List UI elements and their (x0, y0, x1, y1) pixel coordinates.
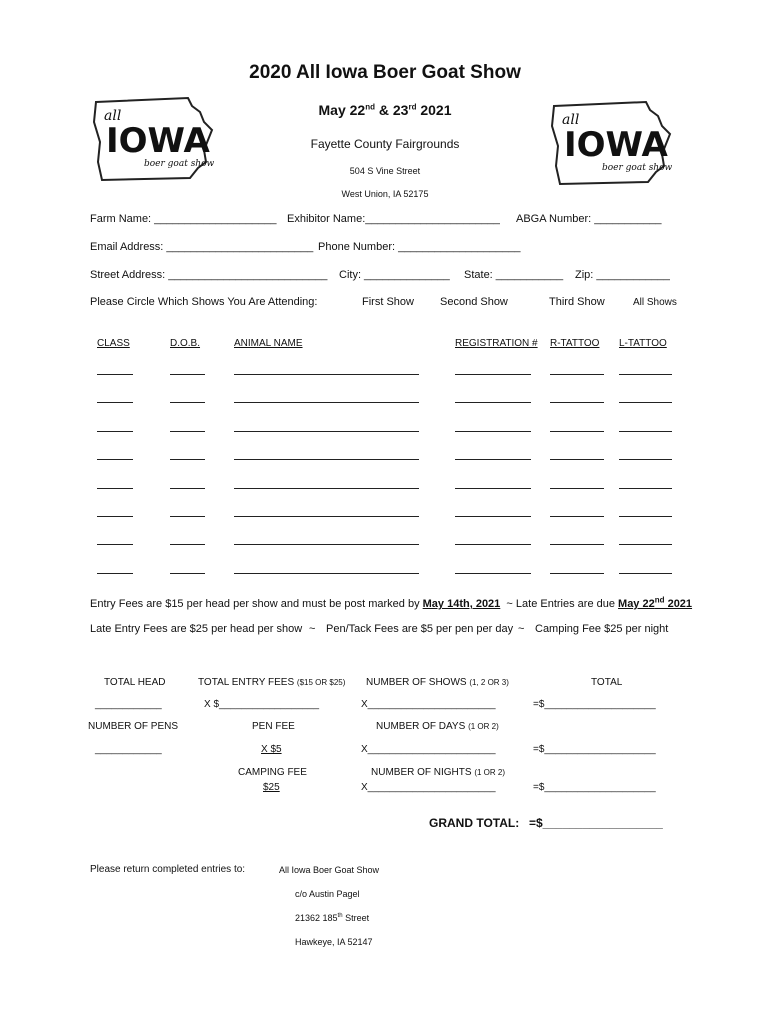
pen-fee-value: X $5 (261, 744, 282, 755)
class-blank[interactable] (97, 374, 133, 375)
show-option-third[interactable]: Third Show (549, 296, 605, 308)
animal-name-blank[interactable] (234, 374, 419, 375)
svg-text:all: all (104, 108, 122, 124)
l-tattoo-blank[interactable] (619, 516, 672, 517)
dob-blank[interactable] (170, 459, 205, 460)
dob-blank[interactable] (170, 516, 205, 517)
r-tattoo-blank[interactable] (550, 488, 604, 489)
number-of-pens-label: NUMBER OF PENS (88, 721, 179, 732)
camping-fee-value: $25 (263, 782, 280, 793)
total-label: TOTAL (591, 677, 623, 688)
street-address-field[interactable]: Street Address: __________________________ (90, 269, 328, 281)
iowa-logo-right (550, 96, 678, 188)
camping-fee-label: CAMPING FEE (238, 767, 307, 778)
venue-name: Fayette County Fairgrounds (310, 137, 460, 151)
return-name: All Iowa Boer Goat Show (279, 865, 380, 875)
dob-blank[interactable] (170, 573, 205, 574)
pen-fee-notice: Pen/Tack Fees are $5 per pen per day (326, 623, 514, 635)
l-tattoo-blank[interactable] (619, 459, 672, 460)
show-dates: May 22nd & 23rd 2021 (318, 102, 452, 118)
class-blank[interactable] (97, 516, 133, 517)
header-l-tattoo: L-TATTOO (619, 338, 667, 349)
registration-blank[interactable] (455, 573, 531, 574)
r-tattoo-blank[interactable] (550, 374, 604, 375)
entry-fee-notice: Entry Fees are $15 per head per show and must be post marked by May 14th, 2021 ~ Late Entries are due May 22nd 2021 (90, 595, 693, 610)
l-tattoo-blank[interactable] (619, 431, 672, 432)
animal-name-blank[interactable] (234, 573, 419, 574)
r-tattoo-blank[interactable] (550, 544, 604, 545)
r-tattoo-blank[interactable] (550, 431, 604, 432)
r-tattoo-blank[interactable] (550, 573, 604, 574)
iowa-state-outline-icon (92, 92, 220, 184)
grand-total-blank[interactable]: =$__________________ (529, 816, 663, 830)
class-blank[interactable] (97, 459, 133, 460)
days-count-blank[interactable]: X_______________________ (361, 744, 496, 755)
l-tattoo-blank[interactable] (619, 544, 672, 545)
show-option-all[interactable]: All Shows (633, 297, 677, 308)
number-of-days-label: NUMBER OF DAYS (1 OR 2) (376, 721, 499, 732)
return-label: Please return completed entries to: (90, 864, 246, 875)
header-class: CLASS (97, 338, 130, 349)
late-fee-notice: Late Entry Fees are $25 per head per show (90, 623, 303, 635)
dob-blank[interactable] (170, 431, 205, 432)
animal-name-blank[interactable] (234, 459, 419, 460)
class-blank[interactable] (97, 431, 133, 432)
svg-text:boer goat show: boer goat show (144, 159, 215, 169)
svg-text:all: all (562, 112, 580, 128)
l-tattoo-blank[interactable] (619, 573, 672, 574)
animal-name-blank[interactable] (234, 402, 419, 403)
header-registration: REGISTRATION # (455, 338, 538, 349)
city-field[interactable]: City: ______________ (339, 269, 450, 281)
pens-blank[interactable]: ____________ (95, 744, 162, 755)
registration-blank[interactable] (455, 402, 531, 403)
l-tattoo-blank[interactable] (619, 402, 672, 403)
state-field[interactable]: State: ___________ (464, 269, 564, 281)
dob-blank[interactable] (170, 374, 205, 375)
registration-blank[interactable] (455, 431, 531, 432)
exhibitor-name-field[interactable]: Exhibitor Name:______________________ (287, 213, 500, 225)
l-tattoo-blank[interactable] (619, 488, 672, 489)
grand-total-label: GRAND TOTAL: (429, 816, 520, 830)
svg-text:IOWA: IOWA (564, 125, 668, 165)
r-tattoo-blank[interactable] (550, 516, 604, 517)
animal-name-blank[interactable] (234, 431, 419, 432)
venue-street: 504 S Vine Street (349, 166, 421, 176)
show-option-first[interactable]: First Show (362, 296, 414, 308)
dob-blank[interactable] (170, 488, 205, 489)
pen-fee-label: PEN FEE (252, 721, 295, 732)
header-r-tattoo: R-TATTOO (550, 338, 600, 349)
return-street: 21362 185th Street (295, 913, 370, 923)
tilde-separator: ~ (518, 623, 525, 635)
r-tattoo-blank[interactable] (550, 459, 604, 460)
iowa-logo-left (92, 92, 220, 184)
entry-fee-blank[interactable]: X $__________________ (204, 699, 320, 710)
page-title: 2020 All Iowa Boer Goat Show (249, 62, 521, 83)
animal-name-blank[interactable] (234, 516, 419, 517)
registration-blank[interactable] (455, 459, 531, 460)
pen-total-blank[interactable]: =$____________________ (533, 744, 656, 755)
zip-field[interactable]: Zip: ____________ (575, 269, 670, 281)
svg-text:IOWA: IOWA (106, 121, 210, 161)
venue-city: West Union, IA 52175 (341, 189, 429, 199)
tilde-separator: ~ (309, 623, 316, 635)
total-head-blank[interactable]: ____________ (95, 699, 162, 710)
abga-number-field[interactable]: ABGA Number: ___________ (516, 213, 662, 225)
camping-total-blank[interactable]: =$____________________ (533, 782, 656, 793)
header-animal-name: ANIMAL NAME (234, 338, 303, 349)
email-field[interactable]: Email Address: ________________________ (90, 241, 314, 253)
class-blank[interactable] (97, 402, 133, 403)
class-blank[interactable] (97, 488, 133, 489)
registration-blank[interactable] (455, 488, 531, 489)
nights-count-blank[interactable]: X_______________________ (361, 782, 496, 793)
entry-total-blank[interactable]: =$____________________ (533, 699, 656, 710)
total-head-label: TOTAL HEAD (104, 677, 166, 688)
l-tattoo-blank[interactable] (619, 374, 672, 375)
phone-field[interactable]: Phone Number: ____________________ (318, 241, 521, 253)
svg-text:boer goat show: boer goat show (602, 163, 673, 173)
number-of-shows-label: NUMBER OF SHOWS (1, 2 OR 3) (366, 677, 509, 688)
registration-blank[interactable] (455, 544, 531, 545)
header-dob: D.O.B. (170, 338, 201, 349)
return-care-of: c/o Austin Pagel (295, 889, 360, 899)
registration-blank[interactable] (455, 516, 531, 517)
class-blank[interactable] (97, 573, 133, 574)
class-blank[interactable] (97, 544, 133, 545)
r-tattoo-blank[interactable] (550, 402, 604, 403)
dob-blank[interactable] (170, 544, 205, 545)
total-entry-fees-label: TOTAL ENTRY FEES ($15 OR $25) (198, 677, 346, 688)
animal-name-blank[interactable] (234, 544, 419, 545)
show-option-second[interactable]: Second Show (440, 296, 508, 308)
return-city: Hawkeye, IA 52147 (295, 937, 373, 947)
shows-count-blank[interactable]: X_______________________ (361, 699, 496, 710)
farm-name-field[interactable]: Farm Name: ____________________ (90, 213, 277, 225)
iowa-state-outline-icon (550, 96, 678, 188)
registration-blank[interactable] (455, 374, 531, 375)
camping-fee-notice: Camping Fee $25 per night (535, 623, 669, 635)
dob-blank[interactable] (170, 402, 205, 403)
animal-name-blank[interactable] (234, 488, 419, 489)
number-of-nights-label: NUMBER OF NIGHTS (1 OR 2) (371, 767, 506, 778)
shows-prompt: Please Circle Which Shows You Are Attending: (90, 296, 318, 308)
